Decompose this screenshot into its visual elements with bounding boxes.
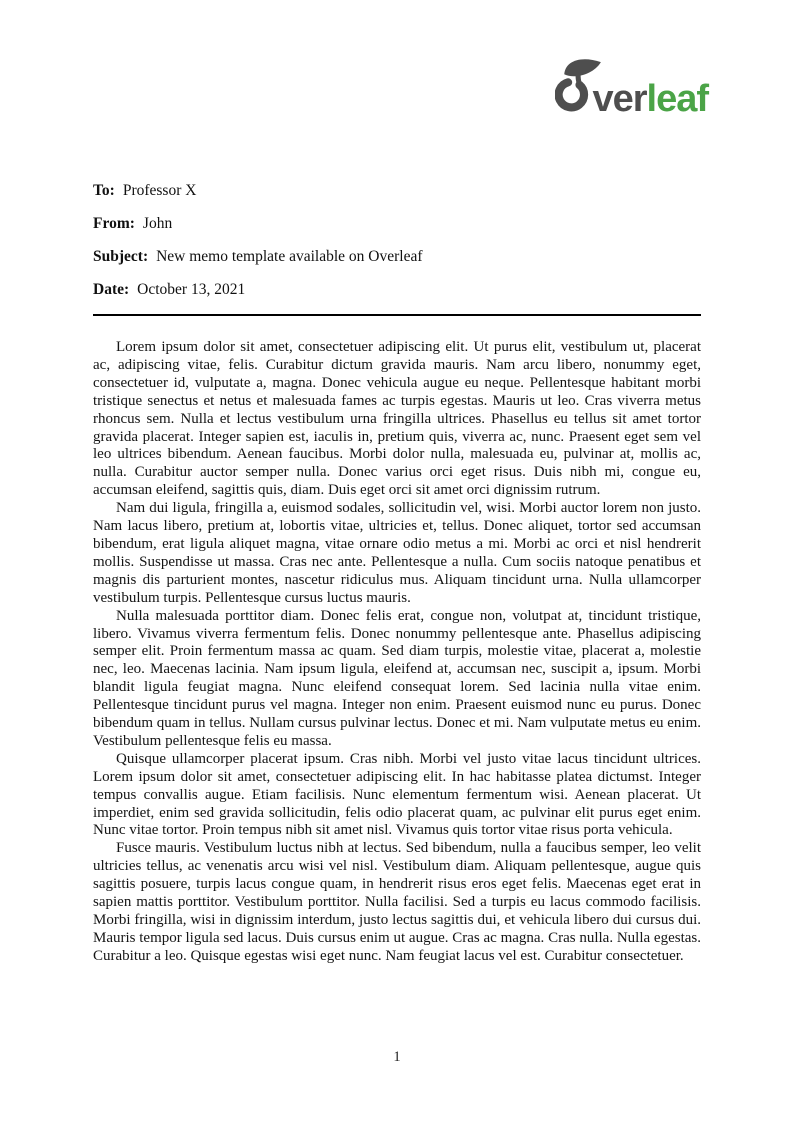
logo-wordmark-green: leaf (646, 78, 708, 120)
memo-field-to-value: Professor X (122, 182, 197, 199)
memo-field-subject-label: Subject: (93, 248, 149, 265)
memo-field-date-label: Date: (93, 281, 130, 298)
memo-field-date-value: October 13, 2021 (137, 281, 246, 298)
body-paragraph-2: Nam dui ligula, fringilla a, euismod sodales, sollicitudin vel, wisi. Morbi auctor lorem non justo. Nam lacus libero, pretium at, lobortis vitae, ultricies et, tellus. Donec aliquet, tortor sed accumsan bibendum, erat ligula aliquet magna, vitae ornare odio metus a mi. Morbi ac orci et nisl hendrerit mollis. Suspendisse ut massa. Cras nec ante. Pellentesque a nulla. Cum sociis natoque penatibus et magnis dis parturient montes, nascetur ridiculus mus. Aliquam tincidunt urna. Nulla ullamcorper vestibulum turpis. Pellentesque cursus luctus mauris. (93, 500, 701, 606)
memo-field-to-label: To: (93, 182, 115, 199)
logo-wordmark-dark: ver (592, 78, 647, 120)
body-paragraph-4: Quisque ullamcorper placerat ipsum. Cras nibh. Morbi vel justo vitae lacus tincidunt ultrices. Lorem ipsum dolor sit amet, consectetuer adipiscing elit. In hac habitasse platea dictumst. Integer tempus convallis augue. Etiam facilisis. Nunc elementum fermentum wisi. Aenean placerat. Ut imperdiet, enim sed gravida sollicitudin, felis odio placerat quam, ac pulvinar elit purus eget enim. Nunc vitae tortor. Proin tempus nibh sit amet nisl. Vivamus quis tortor vitae risus porta vehicula. (93, 750, 701, 839)
memo-field-from-label: From: (93, 215, 135, 232)
memo-field-from (93, 214, 701, 234)
body-paragraph-1: Lorem ipsum dolor sit amet, consectetuer adipiscing elit. Ut purus elit, vestibulum ut, placerat ac, adipiscing vitae, felis. Curabitur dictum gravida mauris. Nam arcu libero, nonummy eget, consectetuer id, vulputate a, magna. Donec vehicula augue eu neque. Pellentesque habitant morbi tristique senectus et netus et malesuada fames ac turpis egestas. Mauris ut leo. Cras viverra metus rhoncus sem. Nulla et lectus vestibulum urna fringilla ultrices. Phasellus eu tellus sit amet tortor gravida placerat. Integer sapien est, iaculis in, pretium quis, viverra ac, nunc. Praesent eget sem vel leo ultrices bibendum. Aenean faucibus. Morbi dolor nulla, malesuada eu, pulvinar at, mollis ac, nulla. Curabitur auctor semper nulla. Donec varius orci eget risus. Duis nibh mi, congue eu, accumsan eleifend, sagittis quis, diam. Duis eget orci sit amet orci dignissim rutrum. (93, 339, 701, 499)
header-rule (93, 314, 701, 316)
memo-field-from-value: John (142, 215, 173, 232)
memo-body (93, 339, 701, 966)
page-number: 1 (393, 1049, 401, 1065)
memo-header (93, 181, 701, 313)
memo-field-subject (93, 247, 701, 267)
memo-field-date (93, 280, 701, 300)
logo-wordmark (592, 80, 708, 118)
memo-field-subject-value: New memo template available on Overleaf (156, 248, 423, 265)
memo-field-to (93, 181, 701, 201)
body-paragraph-5: Fusce mauris. Vestibulum luctus nibh at lectus. Sed bibendum, nulla a faucibus semper, leo velit ultricies tellus, ac venenatis arcu wisi vel nisl. Vestibulum diam. Aliquam pellentesque, augue quis sagittis posuere, turpis lacus congue quam, in hendrerit risus eros eget felis. Maecenas eget erat in sapien mattis porttitor. Vestibulum porttitor. Nulla facilisi. Sed a turpis eu lacus commodo facilisis. Morbi fringilla, wisi in dignissim interdum, justo lectus sagittis dui, et vehicula libero dui cursus dui. Mauris tempor ligula sed lacus. Duis cursus enim ut augue. Cras ac magna. Cras nulla. Nulla egestas. Curabitur a leo. Quisque egestas wisi eget nunc. Nam feugiat lacus vel est. Curabitur consectetuer. (93, 840, 701, 964)
body-paragraph-3: Nulla malesuada porttitor diam. Donec felis erat, congue non, volutpat at, tincidunt tristique, libero. Vivamus viverra fermentum felis. Donec nonummy pellentesque ante. Phasellus adipiscing semper elit. Proin fermentum massa ac quam. Sed diam turpis, molestie vitae, placerat a, molestie nec, leo. Maecenas lacinia. Nam ipsum ligula, eleifend at, accumsan nec, suscipit a, ipsum. Morbi blandit ligula feugiat magna. Nunc eleifend consequat lorem. Sed lacinia nulla vitae enim. Pellentesque tincidunt purus vel magna. Integer non enim. Praesent euismod nunc eu purus. Donec bibendum quam in tellus. Nullam cursus pulvinar lectus. Donec et mi. Nam vulputate metus eu enim. Vestibulum pellentesque felis eu massa. (93, 607, 701, 749)
overleaf-logo (555, 57, 708, 120)
